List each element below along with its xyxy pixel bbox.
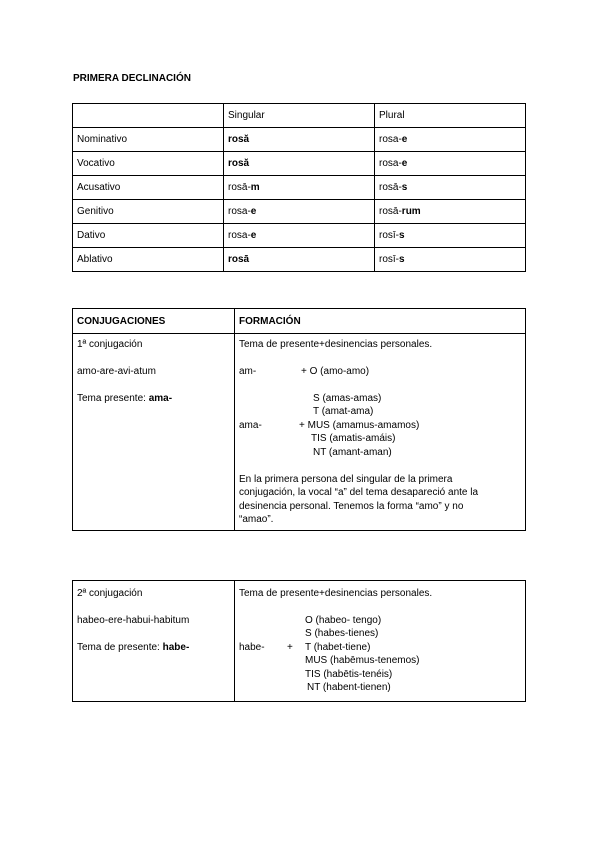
table-row — [73, 334, 526, 531]
conjugation-name: 2ª conjugación — [77, 588, 143, 599]
ending: rum — [401, 206, 421, 217]
plural-form — [375, 176, 526, 200]
conjugation-name: 1ª conjugación — [77, 339, 143, 350]
present-stem — [77, 393, 172, 404]
note-line-1: En la primera persona del singular de la primera — [239, 474, 453, 485]
stem: rosă — [228, 134, 250, 145]
plural-form — [375, 248, 526, 272]
plural-form — [375, 200, 526, 224]
present-stem — [77, 642, 189, 653]
stem: rosā — [228, 254, 250, 265]
table-header-row — [73, 309, 526, 334]
ending-mus: MUS (habēmus-tenemos) — [305, 655, 420, 666]
singular-form — [224, 128, 375, 152]
singular-form — [224, 224, 375, 248]
case-name: Dativo — [73, 224, 224, 248]
case-name: Ablativo — [73, 248, 224, 272]
ending-tis: TIS (amatis-amáis) — [311, 433, 396, 444]
stem-ama: ama- — [239, 420, 262, 431]
ending-s: S (amas-amas) — [313, 393, 382, 404]
table-row — [73, 176, 526, 200]
ending-t: T (habet-tiene) — [305, 642, 371, 653]
stem: rosa- — [379, 158, 402, 169]
ending-nt: NT (amant-aman) — [313, 447, 392, 458]
ending: m — [250, 182, 260, 193]
ending: e — [250, 230, 257, 241]
case-name: Vocativo — [73, 152, 224, 176]
page-title: PRIMERA DECLINACIÓN — [73, 73, 191, 84]
plural-form — [375, 224, 526, 248]
declension-table — [72, 103, 526, 272]
header-cell-empty — [73, 104, 224, 128]
case-name: Nominativo — [73, 128, 224, 152]
tema-label: Tema de presente: — [77, 642, 160, 653]
table-header-row — [73, 104, 526, 128]
header-cell-plural: Plural — [375, 104, 526, 128]
ending-tis: TIS (habētis-tenéis) — [305, 669, 393, 680]
stem: rosa- — [228, 230, 251, 241]
stem: rosī- — [379, 254, 399, 265]
plus-sign: + — [287, 642, 293, 653]
stem: rosā- — [379, 206, 402, 217]
ending-t: T (amat-ama) — [313, 406, 374, 417]
table-row — [73, 248, 526, 272]
formation-info — [235, 581, 526, 702]
stem-am: am- — [239, 366, 257, 377]
singular-form — [224, 152, 375, 176]
plural-form — [375, 128, 526, 152]
header-formacion: FORMACIÓN — [235, 309, 526, 334]
ending: e — [401, 134, 408, 145]
formation-intro: Tema de presente+desinencias personales. — [239, 339, 433, 350]
tema-label: Tema presente: — [77, 393, 146, 404]
ending-mus: + MUS (amamus-amamos) — [299, 420, 420, 431]
conjugation-info — [73, 581, 235, 702]
principal-parts: habeo-ere-habui-habitum — [77, 615, 190, 626]
ending: s — [399, 230, 405, 241]
header-conjugaciones: CONJUGACIONES — [73, 309, 235, 334]
singular-form — [224, 200, 375, 224]
table-row — [73, 128, 526, 152]
principal-parts: amo-are-avi-atum — [77, 366, 156, 377]
singular-form — [224, 248, 375, 272]
header-cell-singular: Singular — [224, 104, 375, 128]
stem: rosa- — [228, 206, 251, 217]
table-row — [73, 581, 526, 702]
note-line-3: desinencia personal. Tenemos la forma “amo” y no — [239, 501, 464, 512]
formation-info — [235, 334, 526, 531]
stem: rosā- — [228, 182, 251, 193]
table-row — [73, 152, 526, 176]
note-line-2: conjugación, la vocal “a” del tema desapareció ante la — [239, 487, 479, 498]
table-row — [73, 224, 526, 248]
stem: rosā- — [379, 182, 402, 193]
tema-value: ama- — [148, 393, 173, 404]
ending: e — [250, 206, 257, 217]
note-line-4: “amao”. — [239, 514, 274, 525]
ending: s — [401, 182, 408, 193]
singular-form — [224, 176, 375, 200]
ending: s — [399, 254, 405, 265]
conjugation-2-table — [72, 580, 526, 702]
conjugation-info — [73, 334, 235, 531]
ending: e — [401, 158, 408, 169]
ending-o: + O (amo-amo) — [301, 366, 370, 377]
conjugation-1-table — [72, 308, 526, 531]
ending-s: S (habes-tienes) — [305, 628, 379, 639]
plural-form — [375, 152, 526, 176]
case-name: Genitivo — [73, 200, 224, 224]
ending-o: O (habeo- tengo) — [305, 615, 382, 626]
tema-value: habe- — [162, 642, 190, 653]
stem-habe: habe- — [239, 642, 265, 653]
stem: rosa- — [379, 134, 402, 145]
stem: rosī- — [379, 230, 399, 241]
table-row — [73, 200, 526, 224]
ending-nt: NT (habent-tienen) — [307, 682, 391, 693]
formation-intro: Tema de presente+desinencias personales. — [239, 588, 433, 599]
case-name: Acusativo — [73, 176, 224, 200]
stem: rosă — [228, 158, 250, 169]
